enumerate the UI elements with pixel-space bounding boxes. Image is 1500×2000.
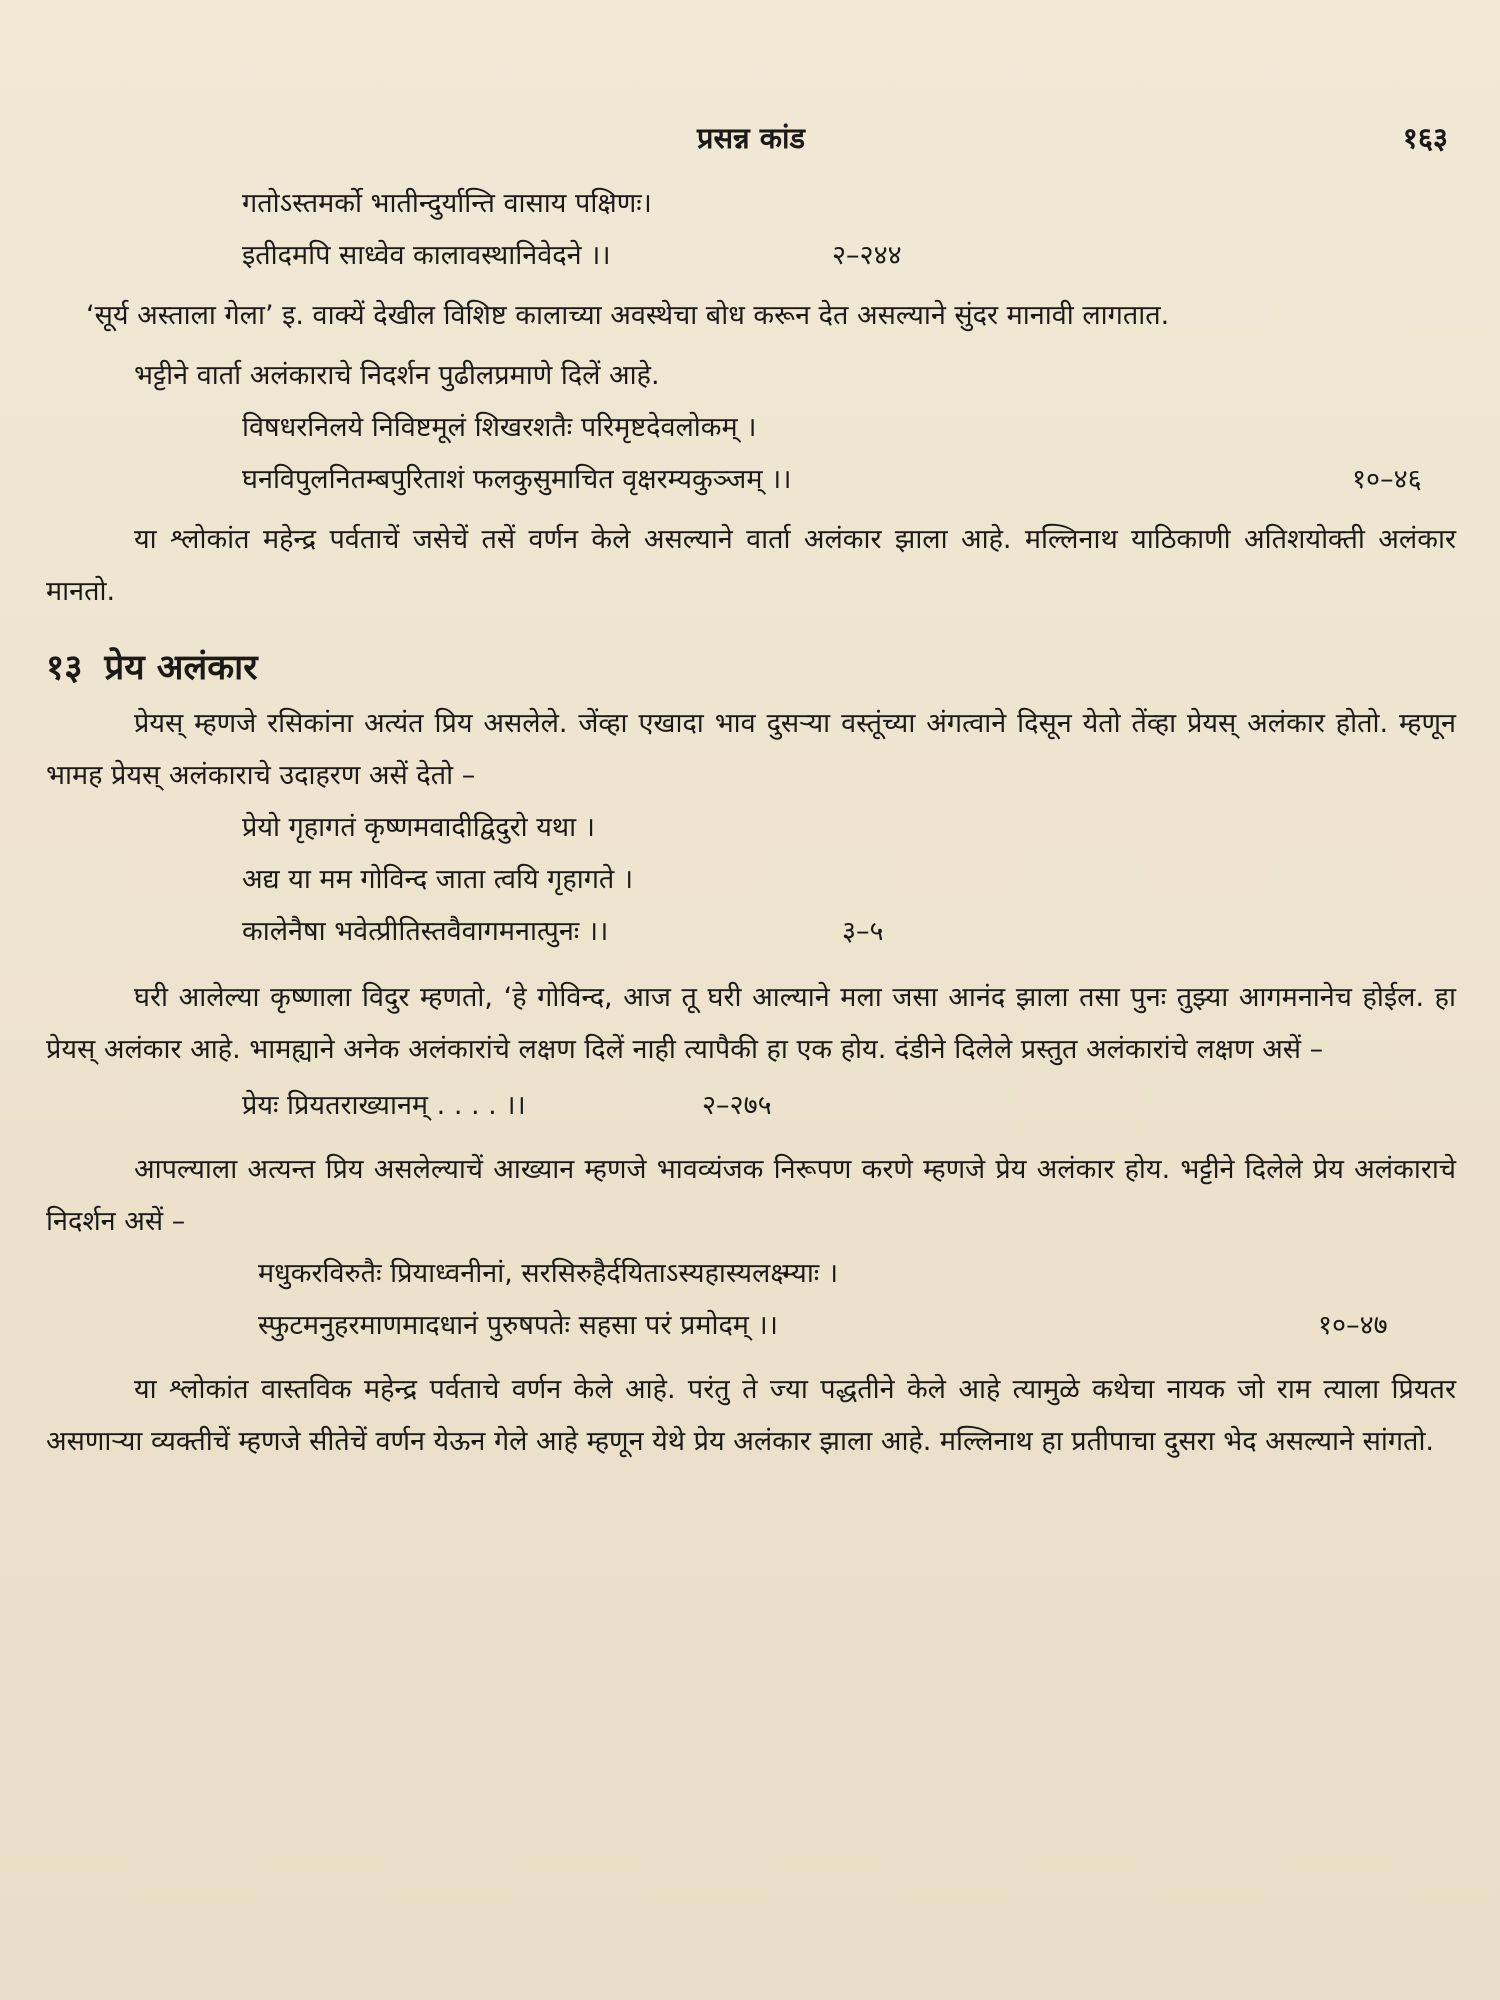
verse-line-text: इतीदमपि साध्वेव कालावस्थानिवेदने ।। (242, 240, 611, 271)
verse-block (46, 402, 1456, 506)
verse-reference: २–२४४ (832, 240, 902, 271)
running-head (46, 118, 1456, 168)
paragraph-text: या श्लोकांत वास्तविक महेन्द्र पर्वताचे वर्णन केले आहे. परंतु ते ज्या पद्धतीने केले आहे त्यामुळे कथेचा नायक जो राम त्याला प्रियतर असणाऱ्या व्यक्तीचें म्हणजे सीतेचें वर्णन येऊन गेले आहे म्हणून येथे प्रेय अलंकार झाला आहे. मल्लिनाथ हा प्रतीपाचा दुसरा भेद असल्याने सांगतो. (46, 1374, 1456, 1457)
verse-line (242, 230, 1456, 282)
verse-reference: ३–५ (842, 916, 884, 947)
verse-line (242, 454, 1456, 506)
verse-block (46, 1248, 1456, 1352)
verse-line-text: प्रेयः प्रियतराख्यानम् . . . . ।। (242, 1090, 526, 1121)
section-number: १३ (46, 648, 83, 688)
section-title: प्रेय अलंकार (104, 648, 258, 688)
verse-block (46, 178, 1456, 282)
paragraph (46, 698, 1456, 802)
verse-line (258, 1300, 1456, 1352)
verse-reference: १०–४७ (1318, 1310, 1388, 1341)
verse-line-text: स्फुटमनुहरमाणमादधानं पुरुषपतेः सहसा परं प्रमोदम् ।। (258, 1310, 779, 1341)
verse-block (46, 1080, 1456, 1132)
paragraph (46, 1144, 1456, 1248)
verse-line: गतोऽस्तमर्को भातीन्दुर्यान्ति वासाय पक्षिणः। (242, 188, 652, 219)
page-number: १६३ (1402, 121, 1448, 155)
paragraph (46, 1364, 1456, 1468)
running-head-title: प्रसन्न कांड (696, 121, 806, 155)
verse-reference: २–२७५ (702, 1090, 772, 1121)
paragraph-text: या श्लोकांत महेन्द्र पर्वताचें जसेचें तसें वर्णन केले असल्याने वार्ता अलंकार झाला आहे. मल्लिनाथ याठिकाणी अतिशयोक्ती अलंकार मानतो. (46, 524, 1456, 607)
paragraph-text: आपल्याला अत्यन्त प्रिय असलेल्याचें आख्यान म्हणजे भावव्यंजक निरूपण करणे म्हणजे प्रेय अलंकार होय. भट्टीने दिलेले प्रेय अलंकाराचे निदर्शन असें – (46, 1154, 1456, 1237)
paragraph (46, 514, 1456, 618)
paragraph-text: ‘सूर्य अस्ताला गेला’ इ. वाक्यें देखील विशिष्ट कालाच्या अवस्थेचा बोध करून देत असल्याने सुंदर मानावी लागतात. (86, 300, 1170, 331)
verse-line-text: घनविपुलनितम्बपुरिताशं फलकुसुमाचित वृक्षरम्यकुञ्जम् ।। (242, 464, 792, 495)
verse-reference: १०–४६ (1352, 464, 1422, 495)
verse-line: प्रेयो गृहागतं कृष्णमवादीद्विदुरो यथा । (242, 812, 595, 843)
paragraph-text: घरी आलेल्या कृष्णाला विदुर म्हणतो, ‘हे गोविन्द, आज तू घरी आल्याने मला जसा आनंद झाला तसा पुनः तुझ्या आगमनानेच होईल. हा प्रेयस् अलंकार आहे. भामह्याने अनेक अलंकारांचे लक्षण दिलें नाही त्यापैकी हा एक होय. दंडीने दिलेले प्रस्तुत अलंकारांचे लक्षण असें – (46, 982, 1456, 1065)
paragraph (46, 972, 1456, 1076)
paragraph-text: भट्टीने वार्ता अलंकाराचे निदर्शन पुढीलप्रमाणे दिलें आहे. (134, 360, 660, 391)
verse-line (242, 906, 1456, 958)
verse-line: अद्य या मम गोविन्द जाता त्वयि गृहागते । (242, 864, 634, 895)
paragraph (46, 290, 1456, 342)
paragraph-text: प्रेयस् म्हणजे रसिकांना अत्यंत प्रिय असलेले. जेंव्हा एखादा भाव दुसऱ्या वस्तूंच्या अंगत्वाने दिसून येतो तेंव्हा प्रेयस् अलंकार होतो. म्हणून भामह प्रेयस् अलंकाराचे उदाहरण असें देतो – (46, 708, 1456, 791)
verse-block (46, 802, 1456, 958)
verse-line: मधुकरविरुतैः प्रियाध्वनीनां, सरसिरुहैर्दयिताऽस्यहास्यलक्ष्म्याः । (258, 1258, 839, 1289)
verse-line-text: कालेनैषा भवेत्प्रीतिस्तवैवागमनात्पुनः ।। (242, 916, 609, 947)
verse-line: विषधरनिलये निविष्टमूलं शिखरशतैः परिमृष्टदेवलोकम् । (242, 412, 757, 443)
paragraph (46, 350, 1456, 402)
section-heading (46, 638, 1456, 698)
verse-line (242, 1080, 1456, 1132)
